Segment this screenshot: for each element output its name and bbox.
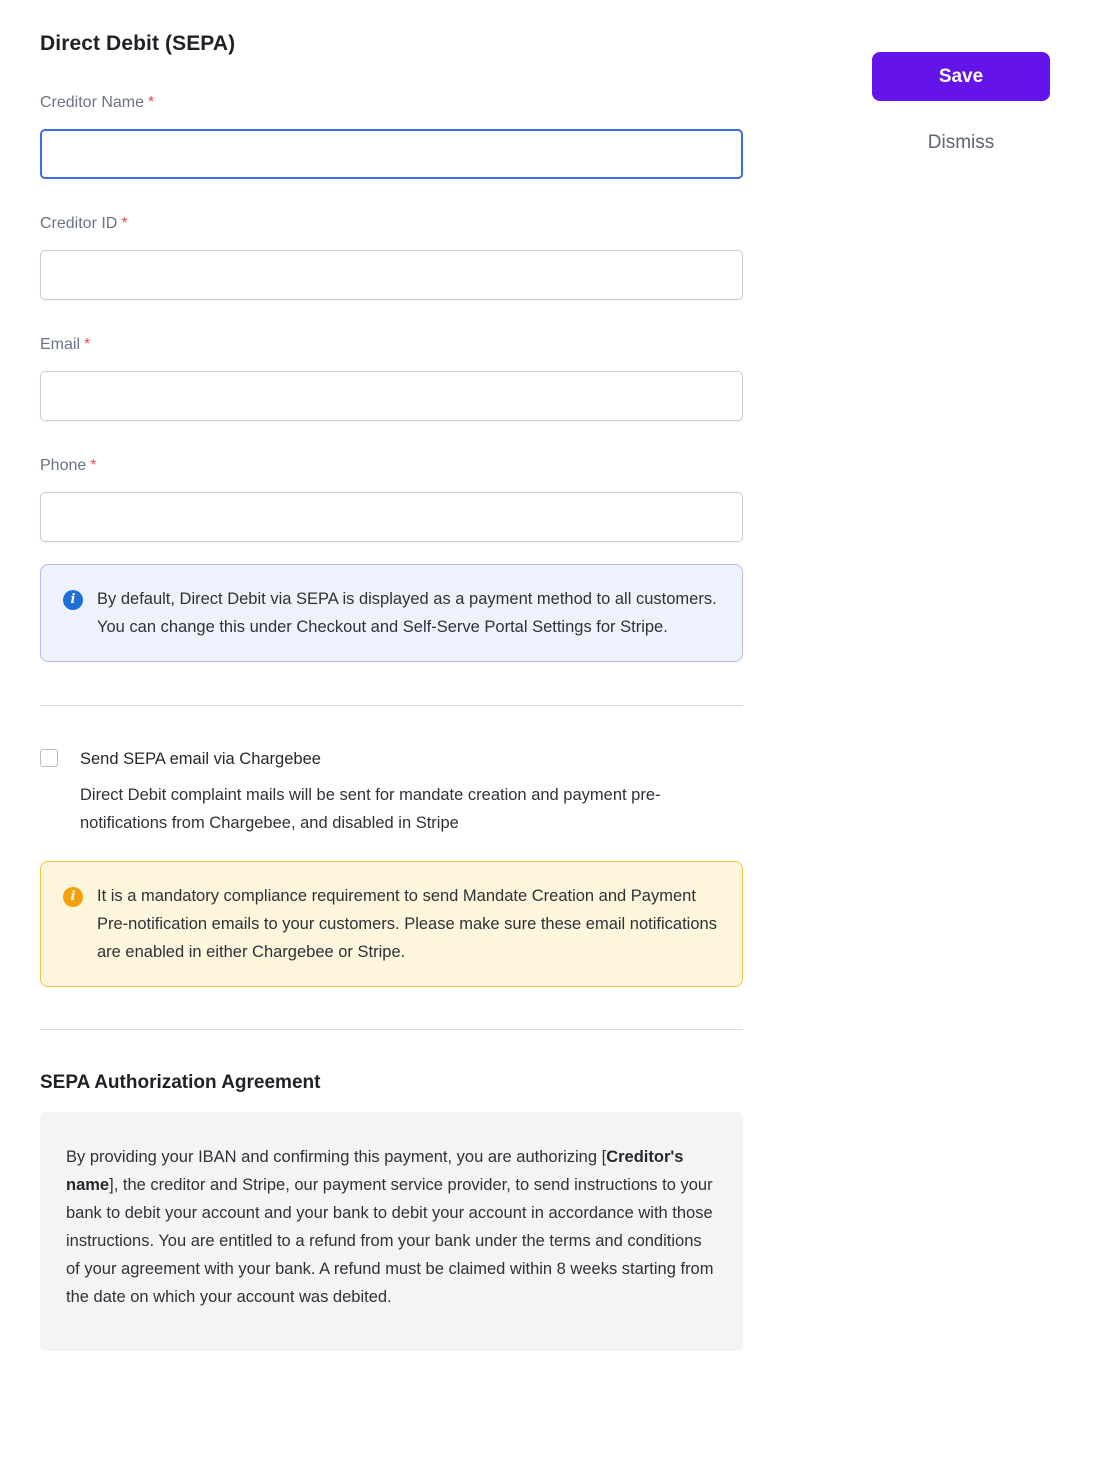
agreement-creditor-name-placeholder: Creditor's name	[66, 1148, 684, 1194]
warning-notice-text: It is a mandatory compliance requirement to send Mandate Creation and Payment Pre-notification emails to your customers. Please make sure these email notifications are enabled in either Chargebee or Stripe.	[97, 887, 717, 961]
required-asterisk: *	[121, 215, 128, 232]
section-divider	[40, 705, 743, 706]
field-group-email	[40, 334, 743, 421]
email-label-text: Email	[40, 336, 81, 353]
creditor-id-input[interactable]	[40, 250, 743, 300]
required-asterisk: *	[90, 457, 97, 474]
required-asterisk: *	[84, 336, 91, 353]
creditor-name-label-text: Creditor Name	[40, 94, 145, 111]
compliance-warning-notice	[40, 861, 743, 987]
agreement-text-after: ], the creditor and Stripe, our payment service provider, to send instructions to your bank to debit your account and your bank to debit your account in accordance with those instructions. You are entitled to a refund from your bank under the terms and conditions of your agreement with your bank. A refund must be claimed within 8 weeks starting from the date on which your account was debited.	[66, 1176, 714, 1306]
section-divider	[40, 1029, 743, 1030]
field-group-phone	[40, 455, 743, 542]
action-panel	[872, 52, 1050, 154]
creditor-name-input[interactable]	[40, 129, 743, 179]
email-field[interactable]	[40, 371, 743, 421]
warning-info-icon: i	[63, 887, 83, 907]
agreement-text-before: By providing your IBAN and confirming this payment, you are authorizing [	[66, 1148, 607, 1166]
creditor-name-label	[40, 92, 743, 114]
send-sepa-email-label[interactable]: Send SEPA email via Chargebee	[80, 750, 321, 768]
info-notice-text: By default, Direct Debit via SEPA is displayed as a payment method to all customers. You can change this under Checkout and Self-Serve Portal Settings for Stripe.	[97, 590, 717, 636]
field-group-creditor-name	[40, 92, 743, 179]
sepa-agreement-heading: SEPA Authorization Agreement	[40, 1072, 321, 1093]
send-sepa-email-description: Direct Debit complaint mails will be sent for mandate creation and payment pre-notifications from Chargebee, and disabled in Stripe	[80, 786, 661, 832]
send-sepa-email-checkbox[interactable]	[40, 749, 58, 767]
send-sepa-email-option[interactable]	[40, 748, 743, 770]
sepa-display-info-notice	[40, 564, 743, 662]
sepa-agreement-text-box	[40, 1112, 743, 1351]
phone-field[interactable]	[40, 492, 743, 542]
creditor-id-label-text: Creditor ID	[40, 215, 118, 232]
dismiss-button[interactable]: Dismiss	[927, 132, 995, 153]
phone-label-text: Phone	[40, 457, 87, 474]
save-button[interactable]: Save	[872, 52, 1050, 101]
page-title: Direct Debit (SEPA)	[40, 32, 236, 55]
gateway-settings-form	[40, 0, 743, 1351]
field-group-creditor-id	[40, 213, 743, 300]
email-label	[40, 334, 743, 356]
info-icon: i	[63, 590, 83, 610]
required-asterisk: *	[148, 94, 155, 111]
phone-label	[40, 455, 743, 477]
creditor-id-label	[40, 213, 743, 235]
